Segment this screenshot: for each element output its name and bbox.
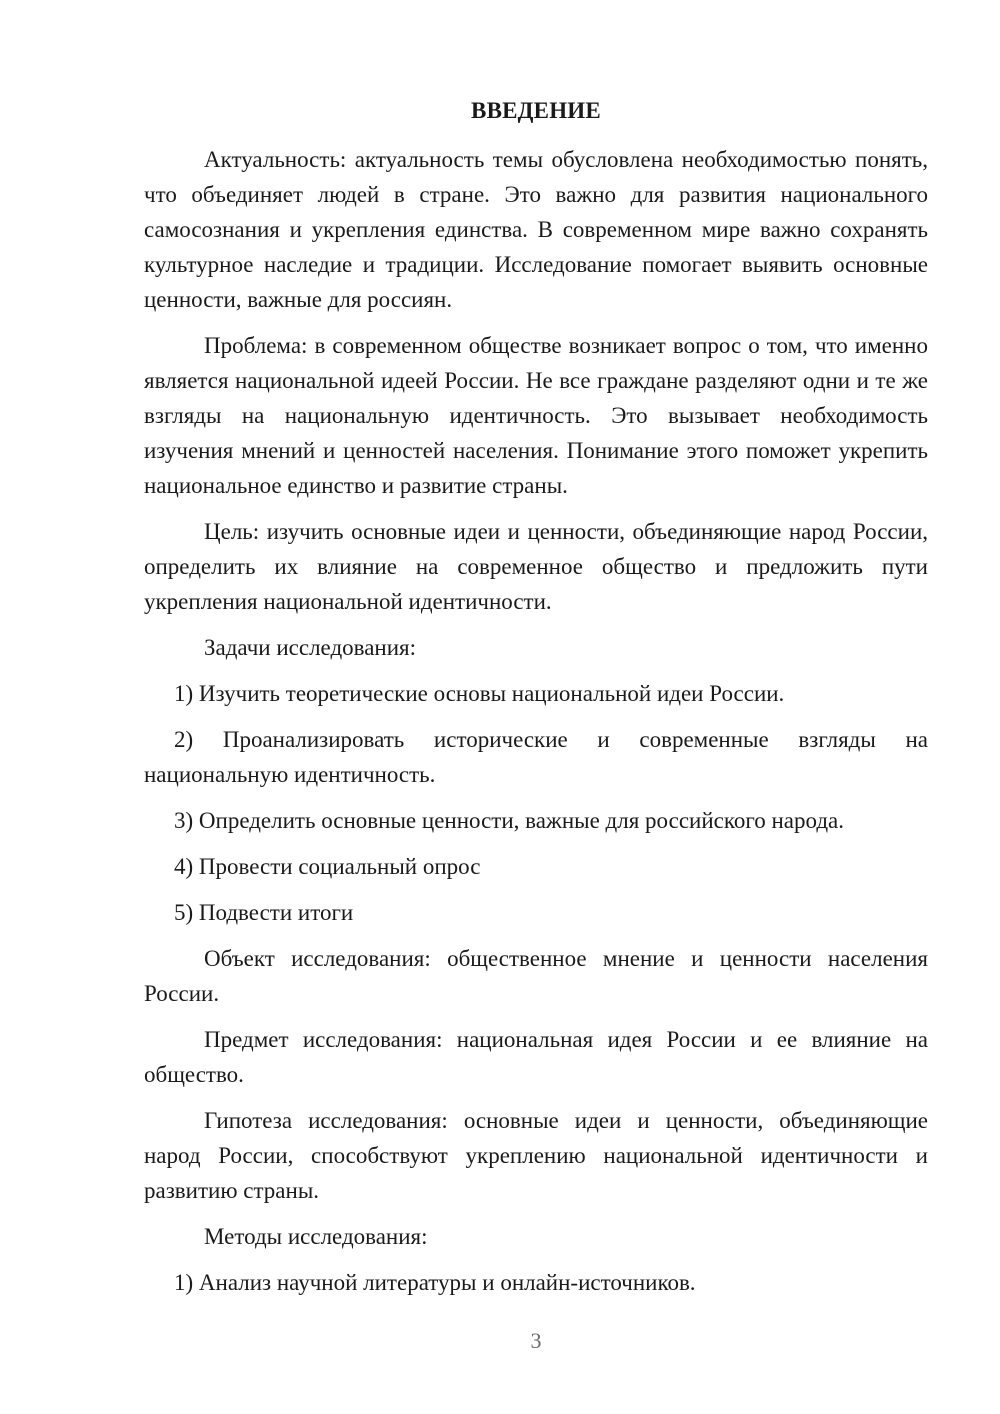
task-item-2: 2) Проанализировать исторические и современные взгляды на национальную идентичность.: [144, 727, 928, 787]
section-heading: ВВЕДЕНИЕ: [471, 98, 601, 123]
document-body: [144, 142, 928, 1311]
subject-paragraph: Предмет исследования: национальная идея России и ее влияние на общество.: [144, 1027, 928, 1087]
page-number: 3: [530, 1328, 542, 1353]
hypothesis-paragraph: Гипотеза исследования: основные идеи и ценности, объединяющие народ России, способствуют укреплению национальной идентичности и развитию страны.: [144, 1108, 928, 1203]
object-paragraph: Объект исследования: общественное мнение и ценности населения России.: [144, 946, 928, 1006]
goal-paragraph: Цель: изучить основные идеи и ценности, объединяющие народ России, определить их влияние на современное общество и предложить пути укрепления национальной идентичности.: [144, 519, 928, 614]
methods-heading: Методы исследования:: [204, 1224, 428, 1249]
task-item-5: 5) Подвести итоги: [174, 900, 354, 925]
tasks-list: [144, 676, 928, 930]
task-item-4: 4) Провести социальный опрос: [174, 854, 481, 879]
task-item-1: 1) Изучить теоретические основы национальной идеи России.: [174, 681, 785, 706]
method-item-1: 1) Анализ научной литературы и онлайн-источников.: [174, 1270, 696, 1295]
relevance-paragraph: Актуальность: актуальность темы обусловлена необходимостью понять, что объединяет людей в стране. Это важно для развития национального самосознания и укрепления единства. В современном мире важно сохранять культурное наследие и традиции. Исследование помогает выявить основные ценности, важные для россиян.: [144, 147, 928, 312]
task-item-3: 3) Определить основные ценности, важные для российского народа.: [174, 808, 844, 833]
problem-paragraph: Проблема: в современном обществе возникает вопрос о том, что именно является национальной идеей России. Не все граждане разделяют одни и те же взгляды на национальную идентичность. Это вызывает необходимость изучения мнений и ценностей населения. Понимание этого поможет укрепить национальное единство и развитие страны.: [144, 333, 928, 498]
methods-list: [144, 1265, 928, 1300]
tasks-heading: Задачи исследования:: [204, 635, 417, 660]
